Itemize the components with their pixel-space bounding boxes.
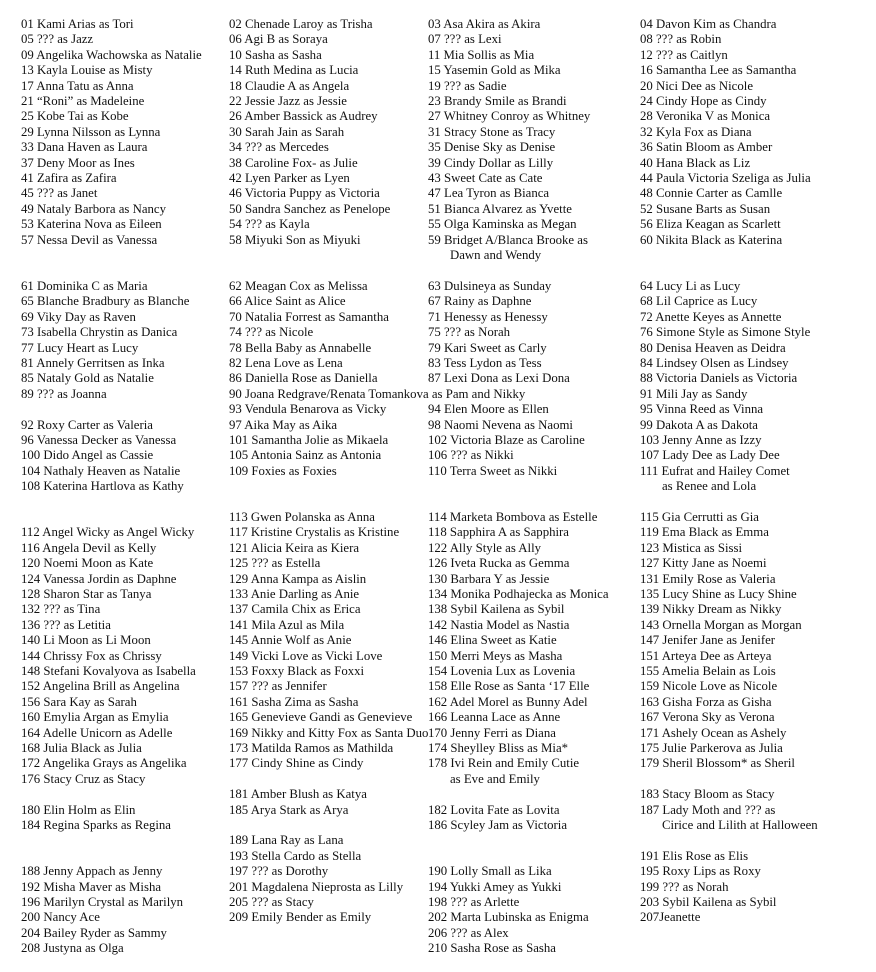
cast-entry: 68 Lil Caprice as Lucy (640, 294, 758, 309)
cast-entry: 87 Lexi Dona as Lexi Dona (428, 371, 570, 386)
cast-entry: 171 Ashely Ocean as Ashely (640, 725, 787, 740)
cast-entry: 179 Sheril Blossom* as Sheril (640, 756, 795, 771)
group-gap (229, 263, 425, 278)
cast-entry: 43 Sweet Cate as Cate (428, 171, 543, 186)
cast-entry: 82 Lena Love as Lena (229, 355, 343, 370)
cast-entry: 149 Vicki Love as Vicki Love (229, 648, 383, 663)
cast-entry: 26 Amber Bassick as Audrey (229, 109, 378, 124)
group-gap (428, 495, 636, 510)
cast-entry: 116 Angela Devil as Kelly (21, 540, 157, 555)
cast-entry: 181 Amber Blush as Katya (229, 787, 367, 802)
group-gap (640, 263, 872, 278)
cast-entry: 163 Gisha Forza as Gisha (640, 694, 772, 709)
cast-entry: 150 Merri Meys as Masha (428, 648, 563, 663)
cast-entry: 49 Nataly Barbora as Nancy (21, 201, 166, 216)
cast-entry: 40 Hana Black as Liz (640, 155, 751, 170)
cast-entry: 77 Lucy Heart as Lucy (21, 340, 139, 355)
cast-entry: 185 Arya Stark as Arya (229, 802, 349, 817)
cast-entry: 83 Tess Lydon as Tess (428, 355, 542, 370)
cast-entry: 61 Dominika C as Maria (21, 278, 148, 293)
cast-entry: 113 Gwen Polanska as Anna (229, 509, 375, 524)
cast-entry: 107 Lady Dee as Lady Dee (640, 448, 780, 463)
cast-entry: 25 Kobe Tai as Kobe (21, 109, 129, 124)
cast-entry: 118 Sapphira A as Sapphira (428, 525, 569, 540)
cast-entry: 81 Annely Gerritsen as Inka (21, 355, 165, 370)
cast-entry: 126 Iveta Rucka as Gemma (428, 556, 570, 571)
spacer (640, 248, 872, 263)
cast-entry: 14 Ruth Medina as Lucia (229, 63, 359, 78)
cast-entry: 36 Satin Bloom as Amber (640, 140, 773, 155)
cast-entry: 122 Ally Style as Ally (428, 540, 542, 555)
cast-entry: 03 Asa Akira as Akira (428, 17, 541, 31)
spacer (428, 833, 636, 848)
cast-entry: 170 Jenny Ferri as Diana (428, 725, 556, 740)
cast-entry: 131 Emily Rose as Valeria (640, 571, 776, 586)
cast-entry: 79 Kari Sweet as Carly (428, 340, 547, 355)
cast-entry: 190 Lolly Small as Lika (428, 864, 552, 879)
cast-entry: 164 Adelle Unicorn as Adelle (21, 725, 173, 740)
cast-entry: 192 Misha Maver as Misha (21, 879, 162, 894)
cast-entry: 159 Nicole Love as Nicole (640, 679, 778, 694)
cast-entry: 174 Sheylley Bliss as Mia* (428, 741, 569, 756)
cast-entry: 89 ??? as Joanna (21, 386, 107, 401)
cast-entry: 41 Zafira as Zafira (21, 171, 117, 186)
cast-entry: 35 Denise Sky as Denise (428, 140, 556, 155)
cast-entry: 160 Emylia Argan as Emylia (21, 710, 169, 725)
cast-entry: 182 Lovita Fate as Lovita (428, 802, 560, 817)
cast-entry: 158 Elle Rose as Santa ‘17 Elle (428, 679, 590, 694)
cast-entry: 178 Ivi Rein and Emily Cutie as Eve and Emily (428, 756, 580, 786)
cast-entry: 86 Daniella Rose as Daniella (229, 371, 378, 386)
cast-entry: 71 Henessy as Henessy (428, 309, 548, 324)
cast-entry: 120 Noemi Moon as Kate (21, 556, 154, 571)
cast-entry: 16 Samantha Lee as Samantha (640, 63, 797, 78)
cast-entry: 152 Angelina Brill as Angelina (21, 679, 180, 694)
cast-entry: 98 Naomi Nevena as Naomi (428, 417, 573, 432)
cast-entry: 168 Julia Black as Julia (21, 741, 142, 756)
cast-entry: 23 Brandy Smile as Brandi (428, 94, 567, 109)
cast-entry: 15 Yasemin Gold as Mika (428, 63, 561, 78)
cast-entry: 140 Li Moon as Li Moon (21, 633, 151, 648)
cast-entry: 97 Aika May as Aika (229, 417, 338, 432)
cast-entry: 11 Mia Sollis as Mia (428, 47, 535, 62)
cast-entry: 103 Jenny Anne as Izzy (640, 432, 762, 447)
cast-entry: 99 Dakota A as Dakota (640, 417, 758, 432)
cast-entry: 180 Elin Holm as Elin (21, 802, 136, 817)
cast-entry: 177 Cindy Shine as Cindy (229, 756, 364, 771)
cast-entry: 198 ??? as Arlette (428, 895, 520, 910)
cast-entry: 55 Olga Kaminska as Megan (428, 217, 577, 232)
group-gap (229, 772, 425, 787)
cast-entry: 123 Mistica as Sissi (640, 540, 743, 555)
cast-entry: 64 Lucy Li as Lucy (640, 278, 741, 293)
cast-entry: 189 Lana Ray as Lana (229, 833, 344, 848)
cast-entry: 104 Nathaly Heaven as Natalie (21, 463, 181, 478)
cast-entry: 161 Sasha Zima as Sasha (229, 694, 359, 709)
cast-entry: 12 ??? as Caitlyn (640, 47, 728, 62)
cast-entry: 124 Vanessa Jordin as Daphne (21, 571, 177, 586)
group-gap (640, 495, 872, 510)
cast-entry: 34 ??? as Mercedes (229, 140, 329, 155)
spacer (21, 248, 226, 263)
cast-entry: 67 Rainy as Daphne (428, 294, 532, 309)
column-4 (640, 17, 872, 941)
cast-entry: 04 Davon Kim as Chandra (640, 17, 777, 31)
cast-entry: 112 Angel Wicky as Angel Wicky (21, 525, 195, 540)
cast-entry: 75 ??? as Norah (428, 325, 511, 340)
cast-entry: 42 Lyen Parker as Lyen (229, 171, 350, 186)
cast-entry: 132 ??? as Tina (21, 602, 101, 617)
column-1 (21, 17, 226, 972)
cast-entry: 172 Angelika Grays as Angelika (21, 756, 187, 771)
cast-entry: 28 Veronika V as Monica (640, 109, 771, 124)
cast-entry: 176 Stacy Cruz as Stacy (21, 771, 146, 786)
cast-entry: 96 Vanessa Decker as Vanessa (21, 432, 177, 447)
cast-entry: 199 ??? as Norah (640, 879, 729, 894)
cast-entry: 65 Blanche Bradbury as Blanche (21, 294, 190, 309)
cast-entry: 51 Bianca Alvarez as Yvette (428, 201, 572, 216)
cast-entry: 129 Anna Kampa as Aislin (229, 571, 367, 586)
group-gap (428, 264, 636, 279)
cast-entry: 33 Dana Haven as Laura (21, 140, 148, 155)
cast-entry: 52 Susane Barts as Susan (640, 201, 771, 216)
cast-entry: 154 Lovenia Lux as Lovenia (428, 664, 576, 678)
cast-entry: 53 Katerina Nova as Eileen (21, 217, 162, 232)
cast-entry: 114 Marketa Bombova as Estelle (428, 509, 598, 524)
cast-entry: 115 Gia Cerrutti as Gia (640, 509, 759, 524)
cast-entry: 106 ??? as Nikki (428, 448, 514, 463)
cast-entry: 44 Paula Victoria Szeliga as Julia (640, 171, 811, 186)
cast-entry: 10 Sasha as Sasha (229, 47, 322, 62)
cast-entry: 63 Dulsineya as Sunday (428, 278, 552, 293)
cast-entry: 193 Stella Cardo as Stella (229, 848, 362, 863)
cast-entry: 210 Sasha Rose as Sasha (428, 941, 556, 956)
cast-entry: 128 Sharon Star as Tanya (21, 586, 152, 601)
cast-entry: 17 Anna Tatu as Anna (21, 78, 134, 93)
cast-entry: 19 ??? as Sadie (428, 78, 507, 93)
cast-entry: 108 Katerina Hartlova as Kathy (21, 479, 184, 494)
cast-entry: 69 Viky Day as Raven (21, 309, 136, 324)
cast-entry: 101 Samantha Jolie as Mikaela (229, 432, 389, 447)
cast-entry: 80 Denisa Heaven as Deidra (640, 340, 786, 355)
cast-entry: 08 ??? as Robin (640, 32, 722, 47)
cast-entry: 74 ??? as Nicole (229, 325, 314, 340)
group-gap (229, 495, 425, 510)
cast-entry: 105 Antonia Sainz as Antonia (229, 448, 382, 463)
cast-entry: 119 Ema Black as Emma (640, 525, 769, 540)
cast-entry: 204 Bailey Ryder as Sammy (21, 925, 167, 940)
group-gap (21, 849, 226, 864)
cast-entry: 111 Eufrat and Hailey Comet as Renee and Lola (640, 463, 790, 494)
cast-entry: 01 Kami Arias as Tori (21, 17, 134, 31)
cast-entry: 166 Leanna Lace as Anne (428, 710, 561, 725)
cast-entry: 47 Lea Tyron as Bianca (428, 186, 550, 201)
cast-entry: 102 Victoria Blaze as Caroline (428, 432, 585, 447)
cast-entry: 100 Dido Angel as Cassie (21, 448, 154, 463)
cast-entry: 22 Jessie Jazz as Jessie (229, 94, 347, 109)
cast-entry: 205 ??? as Stacy (229, 895, 314, 910)
cast-entry: 72 Anette Keyes as Annette (640, 309, 782, 324)
cast-entry: 169 Nikky and Kitty Fox as Santa Duo (229, 725, 429, 740)
cast-entry: 183 Stacy Bloom as Stacy (640, 787, 775, 802)
cast-entry: 146 Elina Sweet as Katie (428, 633, 557, 648)
cast-entry: 91 Mili Jay as Sandy (640, 386, 748, 401)
cast-entry: 186 Scyley Jam as Victoria (428, 818, 568, 833)
group-gap (428, 957, 636, 972)
cast-entry: 200 Nancy Ace (21, 910, 100, 925)
cast-entry: 95 Vinna Reed as Vinna (640, 402, 764, 417)
cast-entry: 184 Regina Sparks as Regina (21, 818, 171, 833)
cast-entry: 142 Nastia Model as Nastia (428, 617, 570, 632)
spacer (21, 833, 226, 848)
cast-entry: 137 Camila Chix as Erica (229, 602, 361, 617)
cast-entry: 165 Genevieve Gandi as Genevieve (229, 710, 413, 725)
cast-entry: 153 Foxxy Black as Foxxi (229, 664, 365, 678)
spacer (428, 479, 636, 494)
cast-entry: 207Jeanette (640, 910, 701, 925)
cast-entry: 37 Deny Moor as Ines (21, 155, 135, 170)
cast-entry: 30 Sarah Jain as Sarah (229, 124, 345, 139)
cast-entry: 202 Marta Lubinska as Enigma (428, 910, 589, 925)
cast-entry: 167 Verona Sky as Verona (640, 710, 775, 725)
cast-entry: 45 ??? as Janet (21, 186, 98, 201)
cast-entry: 121 Alicia Keira as Kiera (229, 540, 360, 555)
cast-entry: 29 Lynna Nilsson as Lynna (21, 124, 161, 139)
cast-entry: 07 ??? as Lexi (428, 32, 502, 47)
spacer (428, 387, 636, 402)
cast-entry: 46 Victoria Puppy as Victoria (229, 186, 380, 201)
cast-entry: 54 ??? as Kayla (229, 217, 310, 232)
cast-entry: 148 Stefani Kovalyova as Isabella (21, 663, 196, 678)
cast-entry: 151 Arteya Dee as Arteya (640, 648, 772, 663)
cast-entry: 39 Cindy Dollar as Lilly (428, 155, 554, 170)
cast-entry: 194 Yukki Amey as Yukki (428, 879, 562, 894)
cast-entry: 84 Lindsey Olsen as Lindsey (640, 355, 789, 370)
column-3 (428, 17, 636, 972)
cast-entry: 162 Adel Morel as Bunny Adel (428, 694, 588, 709)
cast-entry: 141 Mila Azul as Mila (229, 617, 345, 632)
cast-entry: 117 Kristine Crystalis as Kristine (229, 525, 400, 540)
cast-entry: 58 Miyuki Son as Miyuki (229, 232, 361, 247)
cast-entry: 78 Bella Baby as Annabelle (229, 340, 372, 355)
cast-entry: 32 Kyla Fox as Diana (640, 124, 752, 139)
cast-entry: 155 Amelia Belain as Lois (640, 664, 776, 679)
cast-entry: 93 Vendula Benarova as Vicky (229, 402, 387, 417)
group-gap (640, 772, 872, 787)
cast-entry: 195 Roxy Lips as Roxy (640, 864, 761, 879)
cast-entry: 109 Foxies as Foxies (229, 463, 337, 478)
cast-entry: 188 Jenny Appach as Jenny (21, 864, 163, 879)
cast-entry: 130 Barbara Y as Jessie (428, 571, 550, 586)
cast-entry: 60 Nikita Black as Katerina (640, 232, 783, 247)
cast-entry: 02 Chenade Laroy as Trisha (229, 17, 373, 31)
group-gap (229, 818, 425, 833)
cast-entry: 05 ??? as Jazz (21, 32, 94, 47)
cast-entry: 06 Agi B as Soraya (229, 32, 328, 47)
cast-entry: 94 Elen Moore as Ellen (428, 402, 549, 417)
group-gap (21, 787, 226, 802)
cast-entry: 139 Nikky Dream as Nikky (640, 602, 782, 617)
cast-entry: 143 Ornella Morgan as Morgan (640, 617, 802, 632)
group-gap (640, 833, 872, 848)
cast-entry: 110 Terra Sweet as Nikki (428, 463, 558, 478)
cast-entry: 88 Victoria Daniels as Victoria (640, 371, 798, 386)
cast-entry: 175 Julie Parkerova as Julia (640, 741, 783, 756)
cast-entry: 38 Caroline Fox- as Julie (229, 155, 358, 170)
cast-entry: 48 Connie Carter as Camlle (640, 186, 783, 201)
group-gap (428, 787, 636, 802)
cast-entry: 144 Chrissy Fox as Chrissy (21, 648, 162, 663)
cast-entry: 133 Anie Darling as Anie (229, 586, 360, 601)
cast-entry: 62 Meagan Cox as Melissa (229, 278, 368, 293)
cast-entry: 13 Kayla Louise as Misty (21, 63, 153, 78)
cast-entry: 92 Roxy Carter as Valeria (21, 417, 153, 432)
cast-entry: 201 Magdalena Nieprosta as Lilly (229, 879, 404, 894)
group-gap (21, 510, 226, 525)
cast-entry: 197 ??? as Dorothy (229, 864, 329, 879)
cast-entry: 66 Alice Saint as Alice (229, 294, 346, 309)
cast-entry: 73 Isabella Chrystin as Danica (21, 325, 178, 340)
cast-entry: 125 ??? as Estella (229, 556, 321, 571)
cast-entry: 27 Whitney Conroy as Whitney (428, 109, 591, 124)
cast-entry: 90 Joana Redgrave/Renata Tomankova as Pam and Nikky (229, 386, 526, 401)
spacer (229, 479, 425, 494)
cast-entry: 56 Eliza Keagan as Scarlett (640, 217, 781, 232)
cast-entry: 173 Matilda Ramos as Mathilda (229, 741, 394, 756)
cast-entry: 09 Angelika Wachowska as Natalie (21, 47, 202, 62)
cast-entry: 138 Sybil Kailena as Sybil (428, 602, 565, 617)
cast-entry: 57 Nessa Devil as Vanessa (21, 232, 158, 247)
cast-entry: 208 Justyna as Olga (21, 941, 124, 956)
spacer (21, 495, 226, 510)
group-gap (428, 849, 636, 864)
cast-entry: 147 Jenifer Jane as Jenifer (640, 633, 776, 648)
cast-entry: 18 Claudie A as Angela (229, 78, 350, 93)
cast-entry: 209 Emily Bender as Emily (229, 910, 372, 925)
cast-entry: 135 Lucy Shine as Lucy Shine (640, 586, 797, 601)
cast-entry: 85 Nataly Gold as Natalie (21, 371, 154, 386)
group-gap (21, 957, 226, 972)
cast-entry: 156 Sara Kay as Sarah (21, 694, 137, 709)
cast-entry: 127 Kitty Jane as Noemi (640, 556, 767, 571)
cast-entry: 145 Annie Wolf as Anie (229, 633, 352, 648)
cast-entry: 136 ??? as Letitia (21, 617, 111, 632)
cast-entry: 24 Cindy Hope as Cindy (640, 94, 767, 109)
cast-entry: 21 “Roni” as Madeleine (21, 94, 145, 109)
cast-entry: 196 Marilyn Crystal as Marilyn (21, 895, 184, 910)
cast-entry: 191 Elis Rose as Elis (640, 848, 749, 863)
cast-entry: 203 Sybil Kailena as Sybil (640, 895, 777, 910)
spacer (21, 402, 226, 417)
cast-entry: 50 Sandra Sanchez as Penelope (229, 201, 391, 216)
cast-entry: 20 Nici Dee as Nicole (640, 78, 753, 93)
cast-entry: 134 Monika Podhajecka as Monica (428, 586, 609, 601)
group-gap (21, 263, 226, 278)
cast-entry: 206 ??? as Alex (428, 925, 509, 940)
cast-entry: 59 Bridget A/Blanca Brooke as Dawn and Wendy (428, 232, 588, 263)
cast-entry: 76 Simone Style as Simone Style (640, 325, 811, 340)
cast-entry: 187 Lady Moth and ??? as Cirice and Lilith at Halloween (640, 802, 818, 833)
cast-entry: 157 ??? as Jennifer (229, 679, 327, 694)
spacer (229, 248, 425, 263)
cast-entry: 70 Natalia Forrest as Samantha (229, 309, 389, 324)
cast-entry: 31 Stracy Stone as Tracy (428, 124, 556, 139)
